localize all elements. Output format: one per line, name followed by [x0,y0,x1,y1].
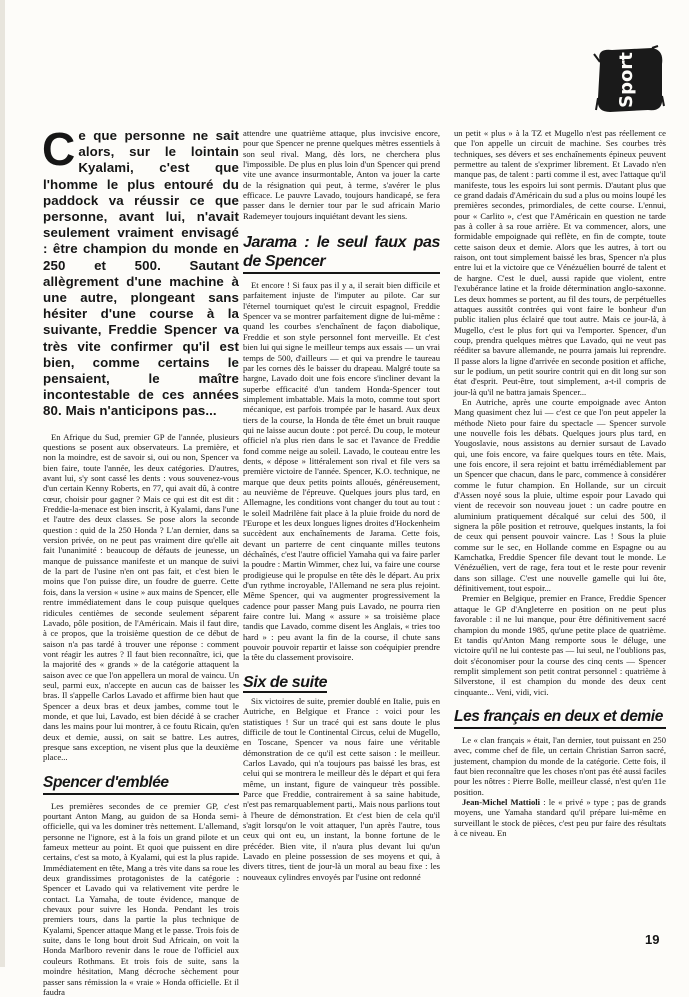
subheading-francais: Les français en deux et demie [454,707,666,729]
subheading-six-de-suite [243,673,440,692]
column-2 [243,128,440,882]
body-paragraph: un petit « plus » à la TZ et Mugello n'est pas réellement ce que l'on appelle un circuit de machine. Ses courbes très techniques, ses dévers et ses enchaînements épineux peuvent permettre au talent de s'exprimer librement. Et Lavado n'en manque pas, de talent : parti comme il est, avec l'attaque qu'il manifeste, tous les espoirs lui sont permis. D'autant plus que ce grand dadais d'Américain du sud a plus ou moins loupé les premières secondes, primordiales, de cette course. L'ennui, pour « Carlito », c'est que l'Américain en question ne tarde pas à coller à sa roue arrière. Et va commencer, alors, une formidable empoignade qui reflète, en fin de compte, toute cette saison deux et demie. Alors que les autres, à tort ou raison, ont tout simplement baissé les bras, Spencer n'a plus entre lui et la victoire que ce Vénézuélien bourré de talent et de hargne. C'est le duel, aussi rapide que violent, entre l'exubérance latine et la froide détermination anglo-saxonne. Les deux hommes se portent, au fil des tours, de perpétuelles attaques aussitôt contrées qui vont faire le bonheur d'un public italien plus éclairé que tout autre. Mais ce jour-là, à Mugello, c'est le plus fort qui va l'emporter. Spencer, d'un coup, prendra quelques mètres que Lavado, qui ne veut pas rééditer sa bavure allemande, ne pourra jamais lui reprendre. Il passe alors la ligne d'arrivée en seconde position et affiche, sur le podium, un petit sourire contrit qui en dit long sur son état d'esprit. Peut-être, tout simplement, a-t-il compris de jour-là qu'il ne battra jamais Spencer... [454,128,666,397]
intro-text: e que personne ne sait alors, sur le lointain Kyalami, c'est que l'homme le plus entouré du paddock va réussir ce que personne, avant lui, n'avait seulement vraiment envisagé : être champion du monde en 250 et 500. Sautant allègrement d'une machine à une autre, plongeant sans hésiter d'une course à la suivante, Freddie Spencer va très vite confirmer qu'il est bien, comme certains le pensaient, le maître incontestable de ces années 80. Mais n'anticipons pas... [43,128,239,419]
body-paragraph: Et encore ! Si faux pas il y a, il serait bien difficile et parfaitement injuste de l'imputer au pilote. Car sur l'éternel tourniquet qu'est le circuit espagnol, Freddie Spencer va se montrer parfaitement digne de lui-même : quand les courbes s'enchaînent de façon diabolique, Freddie et son style personnel font merveille. Et c'est bien lui qui signe le meilleur temps aux essais — un vrai temps de 500, d'ailleurs — et qui va prendre le taureau par les cornes dès le baisser du drapeau. Malgré toute sa hargne, Lavado doit une fois encore s'incliner devant la superbe efficacité d'un tandem Honda-Spencer tout simplement imbattable. Mais la moto, comme tout sport mécanique, est parfois trompée par le hasard. Aux deux tiers de la course, la Honda de tête émet un bruit rauque qui ne laisse aucun doute : pot percé. Du coup, le moteur officiel n'a plus rien dans le sac et l'avance de Freddie fond comme neige au soleil. Lavado, le couteau entre les dents, « dépose » littéralement son rival et file vers sa première victoire de l'année. Spencer, K.O. technique, ne marque que deux petits points alloués, généreusement, au neuvième de l'épreuve. Quelques jours plus tard, en Allemagne, les conditions vont changer du tout au tout : le soleil Madrilène fait place à la pluie froide du nord de l'Europe et les deux longues lignes droites d'Hockenheim succèdent aux enchaînements de Jarama. Cette fois, devant un parterre de cent cinquante milles teutons déchaînés, c'est l'autre officiel Yamaha qui va faire parler la poudre : Martin Wimmer, chez lui, va faire une course prodigieuse qui le propulse en tête dès le départ. Au prix d'un rythme incroyable, l'Allemand ne sera plus rejoint. Même Spencer, qui va augmenter progressivement la cadence pour passer Mang puis Lavado, ne pourra rien faire contre lui. Mang « assure » sa troisième place tandis que Lavado, comme disent les Anglais, « tries too hard » : peu avant la fin de la course, il chute sans pouvoir pouvoir repartir et laisse son coéquipier prendre la tête du classement provisoire. [243,280,440,663]
intro-paragraph [42,123,239,420]
sport-section-logo [592,44,666,116]
body-paragraph: En Autriche, après une courte empoignade avec Anton Mang quasiment chez lui — c'est ce que l'on peut appeler la méthode Nieto pour faire du spectacle — Spencer survole une nouvelle fois les débats. Quelques jours plus tard, en Yougoslavie, nous assistons au dernier sursaut de Lavado qui, une fois encore, va faire quelques tours en tête. Mais, une fois encore, il sera rejoint et battu irrémédiablement par un Spencer que chacun, dans le parc, commence à considérer comme le futur champion. En Hollande, sur un circuit d'Assen noyé sous la pluie, ultime espoir pour Lavado qui vient de recevoir son nouveau jouet : un cadre poutre en aluminium pratiquement décalqué sur celui des 500, il signera la pôle position et retrouve, quelques instants, la foi de ceux qui pensent pouvoir vaincre. Las ! Sous la pluie comme sur le sec, en Hollande comme en Espagne ou au Kamchatka, Freddie Spencer file devant tout le monde. Le Vénézuélien, vert de rage, fera tout et le reste pour revenir dans son sillage. C'est une nouvelle gamelle qui lui ôte, définitivement, tout espoir... [454,396,666,594]
drop-cap: C [42,123,76,175]
body-paragraph: Premier en Belgique, premier en France, Freddie Spencer attaque le GP d'Angleterre en position on ne peut plus favorable : il ne lui manque, pour être définitivement sacré champion du monde 1985, qu'une petite place de quatrième. Et tandis qu'Anton Mang remporte sous le déluge, une victoire qu'il ne lui conteste pas — lui seul, ne l'oublions pas, doit s'économiser pour la course des cinq cents — Spencer remplit simplement son petit contrat personnel : quatrième à Silverstone, il est champion du monde des deux cent cinquante... Veni, vidi, vici. [454,593,666,697]
page-number: 19 [645,932,660,947]
body-paragraph: En Afrique du Sud, premier GP de l'année, plusieurs questions se posent aux observateurs. La première, et non la moindre, est de savoir si, oui ou non, Spencer va bien faire, toute l'année, les deux catégories. D'autres, avant lui, s'y sont cassé les dents : vous souvenez-vous d'un certain Kenny Roberts, en 77, qui avait dû, à contre cœur, choisir pour gagner ? Mais ce qui est dit est dit : Freddie-la-menace est bien inscrit, à Kyalami, dans l'une et l'autre des deux classes. Se pose alors la seconde question : quid de la 250 Honda ? L'an dernier, dans sa version privée, on ne peut pas vraiment dire qu'elle ait fait l'unanimité : beaucoup de défauts de jeunesse, un manque de puissance manifeste et un manque de suivi de la part de l'usine n'en ont pas fait, et c'est bien le moins que l'on puisse dire, un foudre de guerre. Cette fois, dans la version « usine » aux mains de Spencer, elle rentre immédiatement dans le coup puisque quelques ridicules centièmes de seconde seulement séparent Lavado, pôle position, de l'Américain. Mais il faut dire, à ce propos, que la troisième question de ce début de saison n'a pas tardé à trouver une réponse : comment vont réagir les autres ? Il faut bien reconnaître, ici, que la majorité des « grands » de la catégorie attaquent la saison avec ce que l'on appellera un moral de vaincu. Un seul, parmi eux, n'accepte en aucun cas de baisser les bras. Il s'appelle Carlos Lavado et affirme bien haut que Spencer a deux bras et deux jambes, comme tout le monde, et que lui, Lavado, est bien décidé à se cracher dans les mains pour lui montrer, à ce foutu Ricain, qu'en deux et demie, aussi, on sait se battre. Les autres, presque sans exception, ne visent plus que la deuxième place... [43,431,239,763]
column-3 [454,128,666,838]
subheading-six-de-suite-text: Six de suite [243,673,328,691]
rider-name: Jean-Michel Mattioli [462,796,541,807]
body-paragraph [454,797,666,838]
page-margin-strip [0,0,5,967]
body-text: : le « privé » type ; pas de grands moyens, une Yamaha standard qu'il prépare lui-même en surveillant le stock de pièces, c'est peu pur faire des résultats à ce niveau. En [454,796,666,838]
subheading-spencer-demblee: Spencer d'emblée [43,773,239,795]
body-paragraph: Le « clan français » était, l'an dernier, tout puissant en 250 avec, comme chef de file, un certain Christian Sarron sacré, justement, champion du monde de la catégorie. Cette fois, il faut bien reconnaître que les choses n'ont pas été aussi faciles pour les nôtres : Pierre Bolle, meilleur classé, n'est qu'en 11e position. [454,734,666,797]
column-1 [42,123,239,997]
sport-logo-text: Sport [616,52,637,108]
body-paragraph: Six victoires de suite, premier doublé en Italie, puis en Autriche, en Belgique et France : voici pour les statistiques ! Sur un tracé qui est sans doute le plus difficile de tout le Continental Circus, celui de Mugello, en Toscane, Spencer va nous faire une véritable démonstration de ce qu'il est cette saison : le meilleur. Carlos Lavado, qui n'a toujours pas baissé les bras, est celui qui se montrera le meilleur dès le départ et qui fera même, un instant, figure de vainqueur très possible. Parce que Freddie, contrairement à sa saine habitude, n'est pas remarquablement parti,. Mais nous parlions tout à l'heure de démonstration. Et c'est bien de cela qu'il s'agit lorsqu'on le voit attaquer, l'un après l'autre, tous ceux qui ont eu, un instant, la bonne fortune de le précéder. Bien vite, il n'aura plus devant lui qu'un Lavado en pleine possession de ses moyens et qui, à divers titres, tient de jour-là un moral au beau fixe : les nouveaux cylindres envoyés par l'usine ont redonné [243,695,440,882]
body-paragraph: Les premières secondes de ce premier GP, c'est pourtant Anton Mang, au guidon de sa Honda semi-officielle, qui va les dominer très nettement. L'allemand, personne ne l'ignore, est à la fois un grand pilote et un fameux metteur au point. Et quoi que puissent en dire certains, c'est sa moto, à Kyalami, qui est la plus rapide. Immédiatement en tête, Mang a très vite dans sa roue les deux grandissimes protagonistes de la catégorie : Spencer et Lavado qui va relativement vite perdre le contact. La Yamaha, de toute évidence, manque de chevaux pour suivre les Honda. Pendant les trois premiers tours, dans la partie la plus technique de Kyalami, Spencer attaque Mang et le passe. Trois fois de suite, dans le long bout droit Sud Africain, on voit la Honda Marlboro revenir dans le roue de l'officiel aux couleurs Rothmans. Et trois fois de suite, sans la moindre hésitation, Mang décroche sèchement pour passer sans rémission la « vraie » Honda officielle. Et il faudra [43,800,239,997]
body-paragraph: attendre une quatrième attaque, plus invcisive encore, pour que Spencer ne prenne quelques mètres essentiels à son seul rival. Mang, dès lors, ne cherchera plus l'impossible. De plus en plus loin d'un Spencer qui prend vite une avance insurmontable, Anton va jouer la carte de la résignation qui peut, à terme, s'avérer le plus efficace. Le pauvre Lavado, toujours handicapé, se fera passer dans le dernier tour par le sud africain Mario Rademeyer toujours inquiétant devant les siens. [243,128,440,221]
subheading-jarama: Jarama : le seul faux pas de Spencer [243,233,440,274]
